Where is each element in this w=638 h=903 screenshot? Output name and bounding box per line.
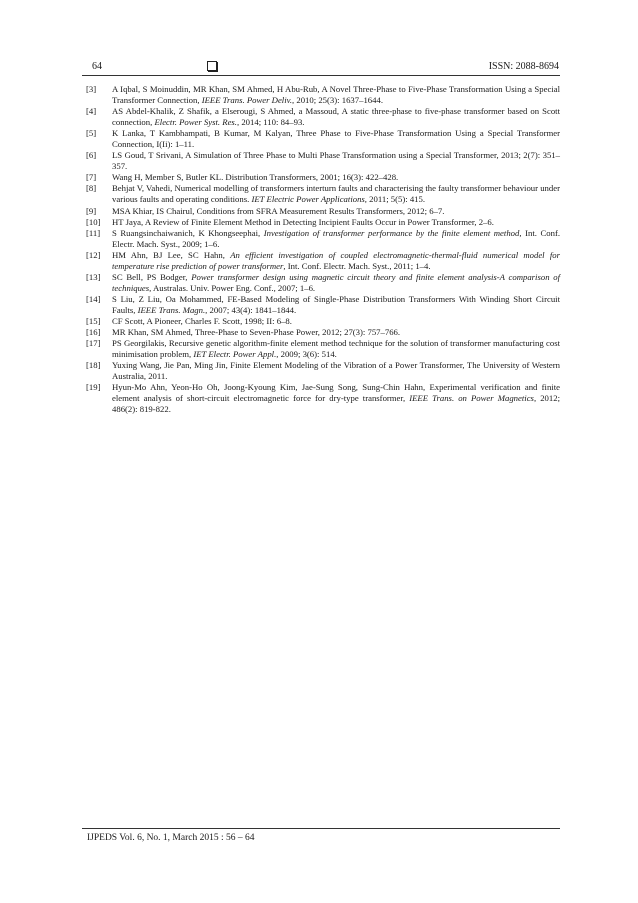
reference-item	[86, 206, 560, 217]
reference-number: [4]	[86, 106, 97, 117]
reference-number: [6]	[86, 150, 97, 161]
reference-text	[112, 183, 560, 204]
reference-item	[86, 106, 560, 128]
reference-number: [7]	[86, 172, 97, 183]
reference-text-segment: , 2014; 110: 84–93.	[236, 117, 305, 128]
reference-number: [16]	[86, 327, 101, 338]
reference-item	[86, 84, 560, 106]
reference-text-segment: PS Georgilakis, Recursive genetic algorithm-finite element method technique for the solution of transformer manufacturing cost minimisation problem,	[112, 338, 560, 360]
reference-text-segment: AS Abdel-Khalik, Z Shafik, a Elserougi, S Ahmed, a Massoud, A static three-phase to five-phase transformer based on Scott connection,	[112, 106, 560, 128]
reference-source-italic: An efficient investigation of coupled electromagnetic-thermal-fluid numerical model for temperature rise prediction of power transformer	[112, 249, 560, 271]
reference-item	[86, 316, 560, 327]
page-number: 64	[92, 61, 102, 72]
reference-text-segment: , Australas. Univ. Power Eng. Conf., 2007; 1–6.	[149, 282, 316, 293]
reference-item	[86, 272, 560, 294]
reference-text-segment: Hyun-Mo Ahn, Yeon-Ho Oh, Joong-Kyoung Kim, Jae-Sung Song, Sung-Chin Hahn, Experimental verification and finite element analysis of short-circuit electromagnetic force for dry-type transformer,	[112, 382, 560, 404]
reference-text	[112, 150, 560, 171]
reference-text-segment: , Int. Conf. Electr. Mach. Syst., 2009; 1–6.	[112, 227, 561, 249]
reference-item	[86, 360, 560, 382]
reference-text	[112, 327, 400, 337]
reference-number: [8]	[86, 183, 97, 194]
reference-text-segment: S Liu, Z Liu, Oa Mohammed, FE-Based Modeling of Single-Phase Distribution Transformers With Winding Short Circuit Faults,	[112, 293, 560, 315]
reference-text	[112, 382, 560, 414]
reference-item	[86, 183, 560, 205]
reference-text-segment: S Ruangsinchaiwanich, K Khongseephai,	[112, 227, 264, 238]
reference-number: [17]	[86, 338, 101, 349]
reference-text-segment: , 2007; 43(4): 1841–1844.	[205, 304, 297, 315]
reference-number: [9]	[86, 205, 97, 216]
reference-list	[86, 84, 560, 415]
reference-text-segment: , 2011; 5(5): 415.	[364, 194, 426, 205]
reference-text-segment: , Int. Conf. Electr. Mach. Syst., 2011; 1–4.	[283, 260, 431, 271]
reference-item	[86, 382, 560, 415]
reference-number: [14]	[86, 293, 101, 304]
reference-source-italic: IEEE Trans. Power Deliv.	[201, 95, 293, 106]
reference-number: [5]	[86, 128, 97, 139]
reference-text-segment: Yuxing Wang, Jie Pan, Ming Jin, Finite Element Modeling of the Vibration of a Power Transformer, The University of Western Australia, 2011.	[112, 360, 560, 382]
reference-source-italic: IEEE Trans. on Power Magnetics	[409, 393, 534, 404]
reference-number: [18]	[86, 360, 101, 371]
reference-text-segment: K Lanka, T Kambhampati, B Kumar, M Kalyan, Three Phase to Five-Phase Transformation Using a Special Transformer Connection, I(Ii): 1–11.	[112, 128, 560, 150]
reference-text-segment: Wang H, Member S, Butler KL. Distribution Transformers, 2001; 16(3): 422–428.	[112, 172, 399, 183]
reference-text-segment: A Iqbal, S Moinuddin, MR Khan, SM Ahmed, H Abu-Rub, A Novel Three-Phase to Five-Phase Transformation Using a Special Transformer Connection,	[112, 84, 560, 106]
reference-text	[112, 228, 560, 249]
reference-source-italic: IET Electr. Power Appl.	[193, 349, 277, 360]
checkbox-square-icon	[207, 61, 217, 71]
reference-number: [12]	[86, 249, 101, 260]
reference-text-segment: , 2010; 25(3): 1637–1644.	[292, 95, 383, 106]
reference-number: [3]	[86, 84, 97, 94]
reference-item	[86, 128, 560, 150]
reference-text	[112, 272, 560, 293]
reference-text-segment: CF Scott, A Pioneer, Charles F. Scott, 1998; II: 6–8.	[112, 315, 292, 326]
reference-number: [15]	[86, 315, 101, 326]
reference-text	[112, 294, 560, 315]
issn-label: ISSN: 2088-8694	[488, 61, 559, 72]
reference-number: [11]	[86, 227, 101, 238]
reference-number: [19]	[86, 382, 101, 393]
reference-item	[86, 217, 560, 228]
reference-text-segment: MR Khan, SM Ahmed, Three-Phase to Seven-Phase Power, 2012; 27(3): 757–766.	[112, 327, 401, 338]
reference-item	[86, 294, 560, 316]
reference-text	[112, 250, 560, 271]
reference-text-segment: MSA Khiar, IS Chairul, Conditions from SFRA Measurement Results Transformers, 2012; 6–7.	[112, 205, 445, 216]
reference-text-segment: , 2012; 486(2): 819-822.	[112, 393, 561, 415]
reference-text	[112, 316, 292, 326]
reference-text	[112, 106, 560, 127]
reference-source-italic: Electr. Power Syst. Res.	[154, 117, 237, 128]
reference-text-segment: Behjat V, Vahedi, Numerical modelling of transformers interturn faults and characterising the faulty transformer behaviour under various faults and operating conditions.	[112, 183, 560, 205]
reference-text	[112, 338, 560, 359]
reference-item	[86, 250, 560, 272]
reference-text-segment: HM Ahn, BJ Lee, SC Hahn,	[112, 249, 231, 260]
reference-text-segment: LS Goud, T Srivani, A Simulation of Three Phase to Multi Phase Transformation using a Special Transformer, 2013; 2(7): 351–357.	[112, 150, 560, 172]
reference-source-italic: Power transformer design using magnetic circuit theory and finite element analysis-A comparison of techniques	[112, 271, 560, 293]
reference-text	[112, 128, 560, 149]
reference-item	[86, 172, 560, 183]
reference-text	[112, 206, 444, 216]
reference-item	[86, 327, 560, 338]
reference-text	[112, 84, 560, 105]
reference-text	[112, 172, 398, 182]
header-rule	[82, 75, 560, 76]
reference-text-segment: SC Bell, PS Bodger,	[112, 271, 192, 282]
footer-rule	[82, 828, 560, 829]
reference-source-italic: Investigation of transformer performance by the finite element method	[263, 227, 520, 238]
reference-source-italic: IET Electric Power Applications	[251, 194, 365, 205]
reference-item	[86, 228, 560, 250]
footer-citation: IJPEDS Vol. 6, No. 1, March 2015 : 56 – 64	[87, 833, 255, 843]
reference-item	[86, 338, 560, 360]
reference-text-segment: , 2009; 3(6): 514.	[276, 349, 337, 360]
reference-text	[112, 360, 560, 381]
reference-item	[86, 150, 560, 172]
reference-text	[112, 217, 494, 227]
reference-number: [13]	[86, 271, 101, 282]
reference-number: [10]	[86, 216, 101, 227]
reference-text-segment: HT Jaya, A Review of Finite Element Method in Detecting Incipient Faults Occur in Power Transformer, 2–6.	[112, 216, 494, 227]
reference-source-italic: IEEE Trans. Magn.	[137, 304, 206, 315]
